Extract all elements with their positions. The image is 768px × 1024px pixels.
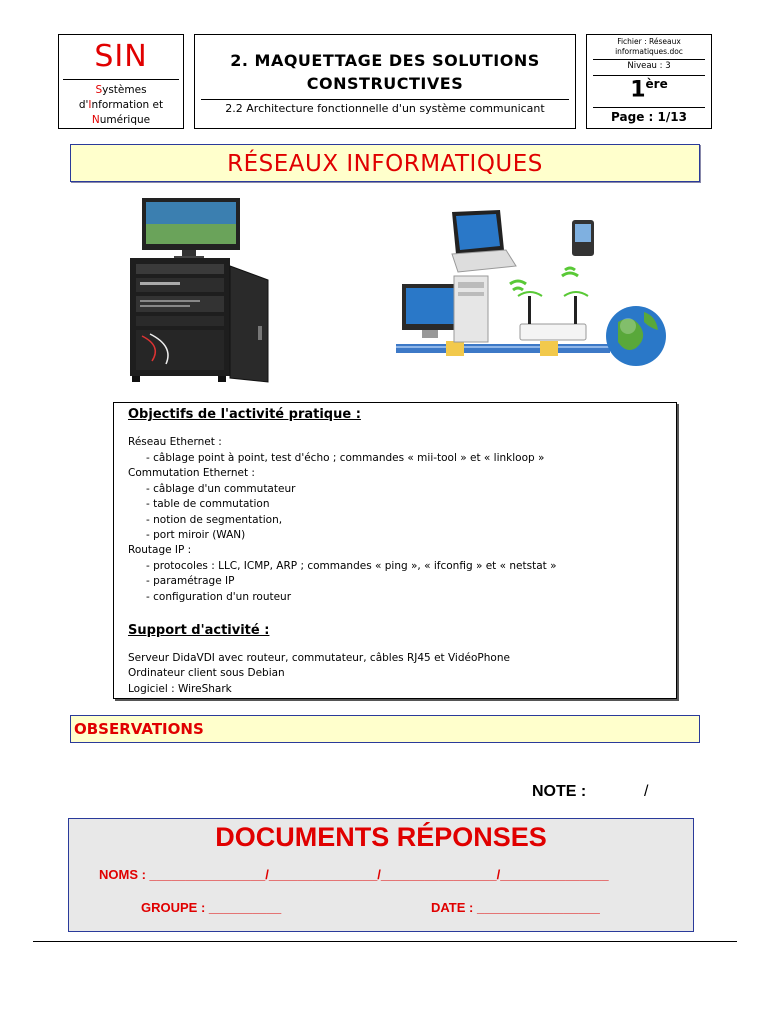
names-field[interactable]: NOMS : ________________/_______________/________________/_______________	[99, 867, 609, 882]
objective-line: Routage IP :	[128, 544, 192, 556]
observations-banner	[70, 715, 700, 743]
objective-line: - port miroir (WAN)	[146, 529, 246, 541]
sin-subtitle	[59, 83, 183, 128]
divider	[593, 107, 705, 108]
page-title: RÉSEAUX INFORMATIQUES	[227, 151, 543, 177]
sin-title: SIN	[94, 39, 148, 74]
sin-text-1: ystèmes	[102, 84, 147, 96]
sin-text-2: nformation et	[91, 99, 164, 111]
support-line: Ordinateur client sous Debian	[128, 667, 285, 679]
note-label: NOTE :	[532, 783, 587, 800]
objective-line: - paramétrage IP	[146, 575, 235, 587]
sin-initial-n: N	[91, 114, 100, 126]
objective-line: - câblage d'un commutateur	[146, 483, 296, 495]
support-heading: Support d'activité :	[128, 623, 270, 638]
course-title	[195, 49, 575, 95]
document-info-box	[586, 34, 712, 129]
page-number: Page : 1/13	[611, 110, 687, 124]
support-line: Logiciel : WireShark	[128, 683, 232, 695]
course-title-box	[194, 34, 576, 129]
sin-logo-box	[58, 34, 184, 129]
support-line: Serveur DidaVDI avec routeur, commutateur, câbles RJ45 et VidéoPhone	[128, 652, 510, 664]
objective-line: - notion de segmentation,	[146, 514, 283, 526]
objectives-box	[113, 402, 677, 699]
answer-documents-box	[68, 818, 694, 932]
sin-text-3: umérique	[99, 114, 151, 126]
divider	[63, 79, 179, 80]
observations-label: OBSERVATIONS	[74, 720, 204, 738]
file-name	[587, 37, 711, 57]
page-title-banner	[70, 144, 700, 182]
objective-line: - protocoles : LLC, ICMP, ARP ; commandes « ping », « ifconfig » et « netstat »	[146, 560, 557, 572]
divider	[201, 99, 569, 100]
answer-documents-title: DOCUMENTS RÉPONSES	[215, 822, 547, 852]
course-title-line1: 2. MAQUETTAGE DES SOLUTIONS	[230, 51, 540, 70]
objective-line: Commutation Ethernet :	[128, 467, 255, 479]
objective-line: - câblage point à point, test d'écho ; commandes « mii-tool » et « linkloop »	[146, 452, 545, 464]
grade-suffix: ère	[645, 77, 668, 91]
objective-line: Réseau Ethernet :	[128, 436, 222, 448]
objectives-heading: Objectifs de l'activité pratique :	[128, 407, 361, 422]
grade-number: 1	[630, 77, 646, 103]
course-title-line2: CONSTRUCTIVES	[306, 74, 464, 93]
grade-label	[587, 77, 711, 102]
bottom-divider	[33, 941, 737, 942]
level-label: Niveau : 3	[627, 61, 671, 71]
file-name-line2: informatiques.doc	[615, 47, 683, 56]
network-diagram-icon	[396, 204, 670, 370]
sin-initial-s: S	[95, 84, 103, 96]
date-field[interactable]: DATE : _________________	[431, 900, 600, 915]
objective-line: - configuration d'un routeur	[146, 591, 292, 603]
divider	[593, 59, 705, 60]
note-slash: /	[644, 783, 649, 800]
divider	[593, 75, 705, 76]
group-field[interactable]: GROUPE : __________	[141, 900, 282, 915]
sin-text-2a: d'	[78, 99, 89, 111]
sin-initial-i: I	[88, 99, 92, 111]
file-name-line1: Fichier : Réseaux	[617, 37, 681, 46]
server-rack-icon	[122, 196, 282, 384]
objective-line: - table de commutation	[146, 498, 270, 510]
course-subtitle: 2.2 Architecture fonctionnelle d'un système communicant	[225, 102, 545, 115]
